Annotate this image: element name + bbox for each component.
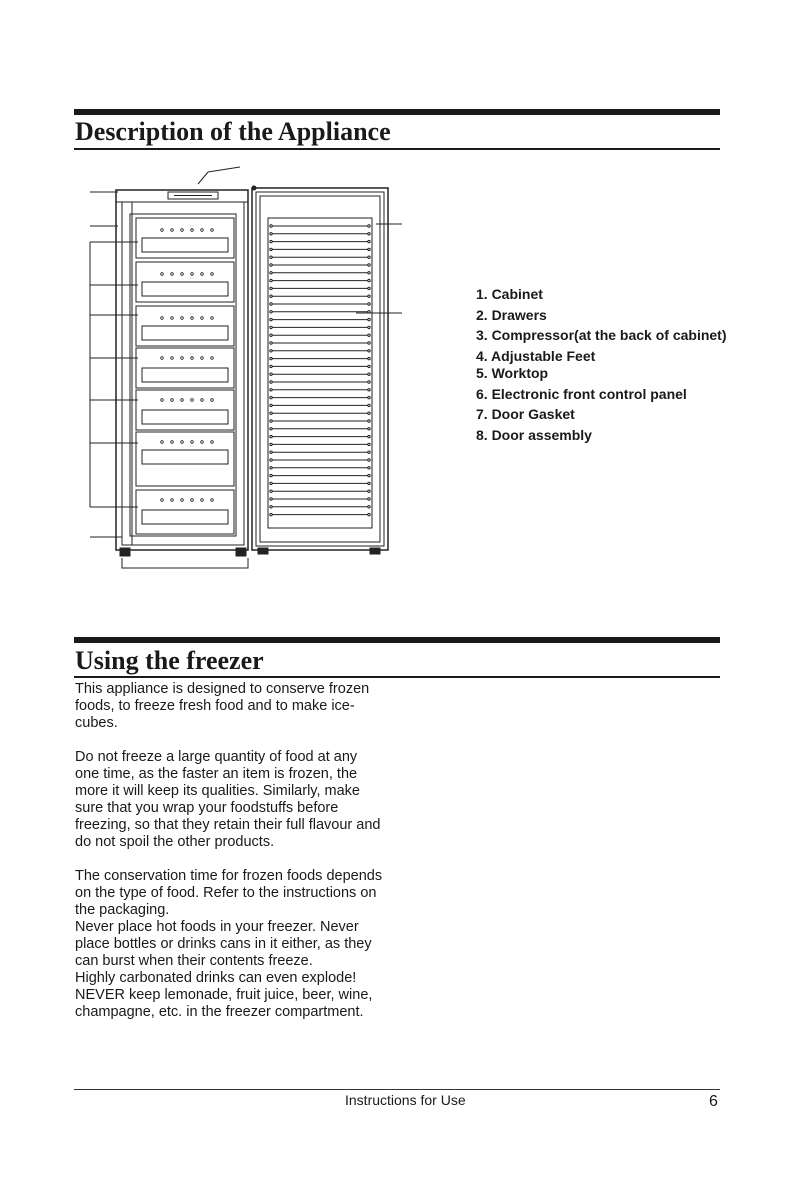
ridge-end [368, 342, 370, 344]
ridge-end [368, 287, 370, 289]
ridge-end [368, 506, 370, 508]
ridge-end [368, 264, 370, 266]
paragraph: Never place hot foods in your freezer. Never place bottles or drinks cans in it either, as they can burst when their contents freeze. [75, 919, 372, 969]
ridge-end [368, 404, 370, 406]
ridge-end [270, 482, 272, 484]
drawer-vent-dot [171, 441, 174, 444]
drawer-vent-dot [181, 441, 184, 444]
ridge-end [270, 334, 272, 336]
ridge-end [270, 381, 272, 383]
ridge-end [270, 412, 272, 414]
ridge-end [368, 428, 370, 430]
list-item: 1. Cabinet [476, 286, 543, 302]
drawer-vent-dot [211, 441, 214, 444]
drawer-vent-dot [161, 399, 164, 402]
drawer-vent-dot [181, 357, 184, 360]
ridge-end [270, 373, 272, 375]
drawer-vent-dot [191, 399, 194, 402]
drawer-vent-dot [191, 317, 194, 320]
list-item: 8. Door assembly [476, 427, 592, 443]
ridge-end [270, 451, 272, 453]
page-title: Description of the Appliance [75, 117, 391, 146]
drawer-vent-dot [171, 229, 174, 232]
drawer-stack [136, 218, 234, 534]
drawer-vent-dot [201, 357, 204, 360]
drawer-vent-dot [191, 499, 194, 502]
ridge-end [368, 373, 370, 375]
ridge-end [270, 326, 272, 328]
drawer-vent-dot [181, 399, 184, 402]
ridge-end [270, 513, 272, 515]
ridge-end [270, 506, 272, 508]
drawer-vent-dot [201, 499, 204, 502]
ridge-end [368, 357, 370, 359]
section-title-underline [74, 148, 720, 150]
ridge-end [368, 311, 370, 313]
ridge-end [270, 318, 272, 320]
ridge-end [368, 451, 370, 453]
drawer-vent-dot [161, 273, 164, 276]
footer-divider [74, 1089, 720, 1090]
paragraph: The conservation time for frozen foods depends on the type of food. Refer to the instructions on the packaging. [75, 868, 383, 918]
ridge-end [270, 279, 272, 281]
section-top-bar [74, 109, 720, 115]
ridge-end [270, 272, 272, 274]
ridge-end [368, 467, 370, 469]
paragraph: Do not freeze a large quantity of food at any one time, as the faster an item is frozen, the more it will keep its qualities. Similarly, make sure that you wrap your foodstuffs before freezing, so that they retain their full flavour and do not spoil the other products. [75, 749, 381, 850]
ridge-end [368, 443, 370, 445]
drawer-vent-dot [211, 357, 214, 360]
drawer-vent-dot [181, 273, 184, 276]
ridge-end [368, 295, 370, 297]
ridge-end [270, 295, 272, 297]
ridge-end [270, 264, 272, 266]
drawer-vent-dot [211, 499, 214, 502]
ridge-end [270, 225, 272, 227]
drawer-vent-dot [161, 229, 164, 232]
drawer-vent-dot [211, 399, 214, 402]
ridge-end [368, 326, 370, 328]
drawer-vent-dot [211, 273, 214, 276]
list-item: 4. Adjustable Feet [476, 348, 596, 364]
ridge-end [270, 435, 272, 437]
drawer-vent-dot [211, 229, 214, 232]
ridge-end [368, 435, 370, 437]
ridge-end [270, 256, 272, 258]
ridge-end [270, 459, 272, 461]
drawer-vent-dot [171, 499, 174, 502]
freezer-body-text [75, 681, 405, 1021]
ridge-end [270, 404, 272, 406]
ridge-end [270, 498, 272, 500]
ridge-end [368, 396, 370, 398]
ridge-end [368, 381, 370, 383]
ridge-end [368, 412, 370, 414]
drawer-vent-dot [171, 399, 174, 402]
ridge-end [368, 303, 370, 305]
drawer-vent-dot [191, 273, 194, 276]
list-item: 7. Door Gasket [476, 406, 575, 422]
section-title-underline [74, 676, 720, 678]
ridge-end [368, 365, 370, 367]
ridge-end [368, 318, 370, 320]
ridge-end [270, 311, 272, 313]
adjustable-feet [120, 548, 380, 568]
ridge-end [270, 428, 272, 430]
list-item: 2. Drawers [476, 307, 547, 323]
paragraph: This appliance is designed to conserve frozen foods, to freeze fresh food and to make ice- cubes. [75, 681, 370, 731]
paragraph: Highly carbonated drinks can even explode! NEVER keep lemonade, fruit juice, beer, wine, champagne, etc. in the freezer compartment. [75, 970, 373, 1020]
control-panel-strip [168, 192, 218, 199]
drawer-vent-dot [201, 441, 204, 444]
ridge-end [368, 233, 370, 235]
ridge-end [270, 342, 272, 344]
drawer-vent-dot [161, 441, 164, 444]
ridge-end [270, 287, 272, 289]
ridge-end [270, 303, 272, 305]
drawer-vent-dot [181, 317, 184, 320]
ridge-end [270, 357, 272, 359]
drawer-vent-dot [161, 499, 164, 502]
section-heading: Using the freezer [75, 646, 264, 675]
drawer-vent-dot [171, 273, 174, 276]
drawer-vent-dot [201, 273, 204, 276]
drawer-vent-dot [191, 441, 194, 444]
page-number: 6 [709, 1093, 718, 1110]
ridge-end [368, 272, 370, 274]
drawer-vent-dot [161, 317, 164, 320]
drawer-vent-dot [211, 317, 214, 320]
drawer-vent-dot [161, 357, 164, 360]
ridge-end [270, 420, 272, 422]
ridge-end [368, 256, 370, 258]
ridge-end [270, 365, 272, 367]
ridge-end [368, 334, 370, 336]
section-top-bar [74, 637, 720, 643]
drawer-vent-dot [191, 357, 194, 360]
ridge-end [368, 513, 370, 515]
leader-lines [90, 167, 402, 537]
ridge-end [270, 490, 272, 492]
drawer-vent-dot [181, 229, 184, 232]
ridge-end [270, 350, 272, 352]
ridge-end [270, 443, 272, 445]
ridge-end [368, 420, 370, 422]
drawer-vent-dot [181, 499, 184, 502]
footer-label: Instructions for Use [345, 1092, 466, 1108]
ridge-end [270, 389, 272, 391]
drawer-vent-dot [201, 229, 204, 232]
ridge-end [270, 396, 272, 398]
ridge-end [368, 389, 370, 391]
ridge-end [270, 474, 272, 476]
ridge-end [368, 459, 370, 461]
drawer-vent-dot [191, 229, 194, 232]
ridge-end [368, 474, 370, 476]
ridge-end [270, 233, 272, 235]
ridge-end [368, 279, 370, 281]
ridge-end [368, 490, 370, 492]
ridge-end [270, 248, 272, 250]
ridge-end [270, 467, 272, 469]
list-item: 6. Electronic front control panel [476, 386, 687, 402]
list-item: 5. Worktop [476, 365, 549, 381]
drawer-vent-dot [201, 317, 204, 320]
appliance-diagram [80, 160, 410, 580]
ridge-end [368, 240, 370, 242]
door-assembly [252, 186, 388, 550]
drawer-vent-dot [171, 357, 174, 360]
ridge-end [368, 482, 370, 484]
drawer-vent-dot [201, 399, 204, 402]
ridge-end [270, 240, 272, 242]
door-gasket-ridges [270, 225, 370, 516]
drawer-vent-dot [171, 317, 174, 320]
ridge-end [368, 248, 370, 250]
list-item: 3. Compressor(at the back of cabinet) [476, 327, 727, 343]
ridge-end [368, 225, 370, 227]
ridge-end [368, 498, 370, 500]
ridge-end [368, 350, 370, 352]
